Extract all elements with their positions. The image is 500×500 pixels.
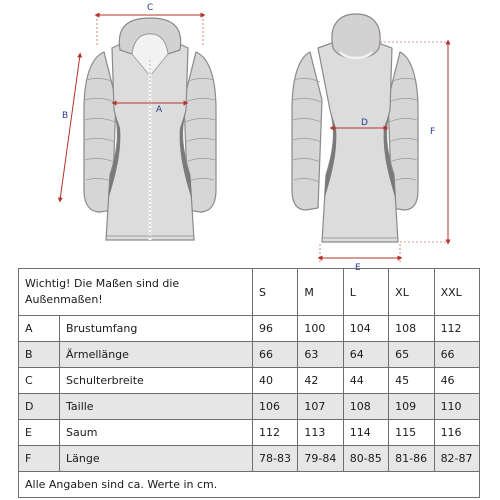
cell-value: 100 bbox=[298, 316, 343, 342]
label-d: D bbox=[361, 118, 368, 128]
cell-value: 116 bbox=[434, 420, 479, 446]
table-row bbox=[19, 316, 480, 342]
row-key: B bbox=[19, 342, 60, 368]
cell-value: 113 bbox=[298, 420, 343, 446]
row-name: Schulterbreite bbox=[60, 368, 253, 394]
cell-value: 46 bbox=[434, 368, 479, 394]
cell-value: 114 bbox=[343, 420, 388, 446]
cell-value: 81-86 bbox=[389, 446, 434, 472]
important-note: Wichtig! Die Maßen sind die Außenmaßen! bbox=[19, 269, 253, 316]
size-header-xl: XL bbox=[389, 269, 434, 316]
back-left-sleeve bbox=[292, 52, 322, 210]
cell-value: 112 bbox=[434, 316, 479, 342]
row-name: Länge bbox=[60, 446, 253, 472]
table-row bbox=[19, 342, 480, 368]
label-e: E bbox=[355, 263, 361, 270]
cell-value: 79-84 bbox=[298, 446, 343, 472]
coat-front-view bbox=[84, 18, 216, 240]
cell-value: 66 bbox=[253, 342, 298, 368]
cell-value: 109 bbox=[389, 394, 434, 420]
back-hood bbox=[332, 14, 380, 59]
cell-value: 66 bbox=[434, 342, 479, 368]
label-f: F bbox=[430, 127, 436, 137]
row-name: Ärmellänge bbox=[60, 342, 253, 368]
size-header-m: M bbox=[298, 269, 343, 316]
table-footer-row bbox=[19, 472, 480, 498]
cell-value: 40 bbox=[253, 368, 298, 394]
label-b: B bbox=[62, 111, 69, 121]
cell-value: 78-83 bbox=[253, 446, 298, 472]
size-header-s: S bbox=[253, 269, 298, 316]
cell-value: 80-85 bbox=[343, 446, 388, 472]
row-key: F bbox=[19, 446, 60, 472]
table-row bbox=[19, 446, 480, 472]
cell-value: 45 bbox=[389, 368, 434, 394]
row-key: D bbox=[19, 394, 60, 420]
table-header-row bbox=[19, 269, 480, 316]
size-header-xxl: XXL bbox=[434, 269, 479, 316]
cell-value: 108 bbox=[389, 316, 434, 342]
cell-value: 115 bbox=[389, 420, 434, 446]
cell-value: 110 bbox=[434, 394, 479, 420]
row-name: Brustumfang bbox=[60, 316, 253, 342]
cell-value: 104 bbox=[343, 316, 388, 342]
table-footer-note: Alle Angaben sind ca. Werte in cm. bbox=[19, 472, 480, 498]
cell-value: 108 bbox=[343, 394, 388, 420]
row-key: A bbox=[19, 316, 60, 342]
label-a: A bbox=[156, 105, 163, 115]
row-name: Taille bbox=[60, 394, 253, 420]
measure-line-b bbox=[60, 55, 80, 200]
size-header-l: L bbox=[343, 269, 388, 316]
cell-value: 106 bbox=[253, 394, 298, 420]
row-name: Saum bbox=[60, 420, 253, 446]
cell-value: 65 bbox=[389, 342, 434, 368]
cell-value: 42 bbox=[298, 368, 343, 394]
label-c: C bbox=[147, 3, 154, 13]
row-key: C bbox=[19, 368, 60, 394]
cell-value: 64 bbox=[343, 342, 388, 368]
table-row bbox=[19, 368, 480, 394]
row-key: E bbox=[19, 420, 60, 446]
cell-value: 63 bbox=[298, 342, 343, 368]
cell-value: 44 bbox=[343, 368, 388, 394]
table-row bbox=[19, 394, 480, 420]
cell-value: 96 bbox=[253, 316, 298, 342]
cell-value: 107 bbox=[298, 394, 343, 420]
size-chart-table bbox=[18, 268, 480, 498]
table-row bbox=[19, 420, 480, 446]
cell-value: 82-87 bbox=[434, 446, 479, 472]
cell-value: 112 bbox=[253, 420, 298, 446]
